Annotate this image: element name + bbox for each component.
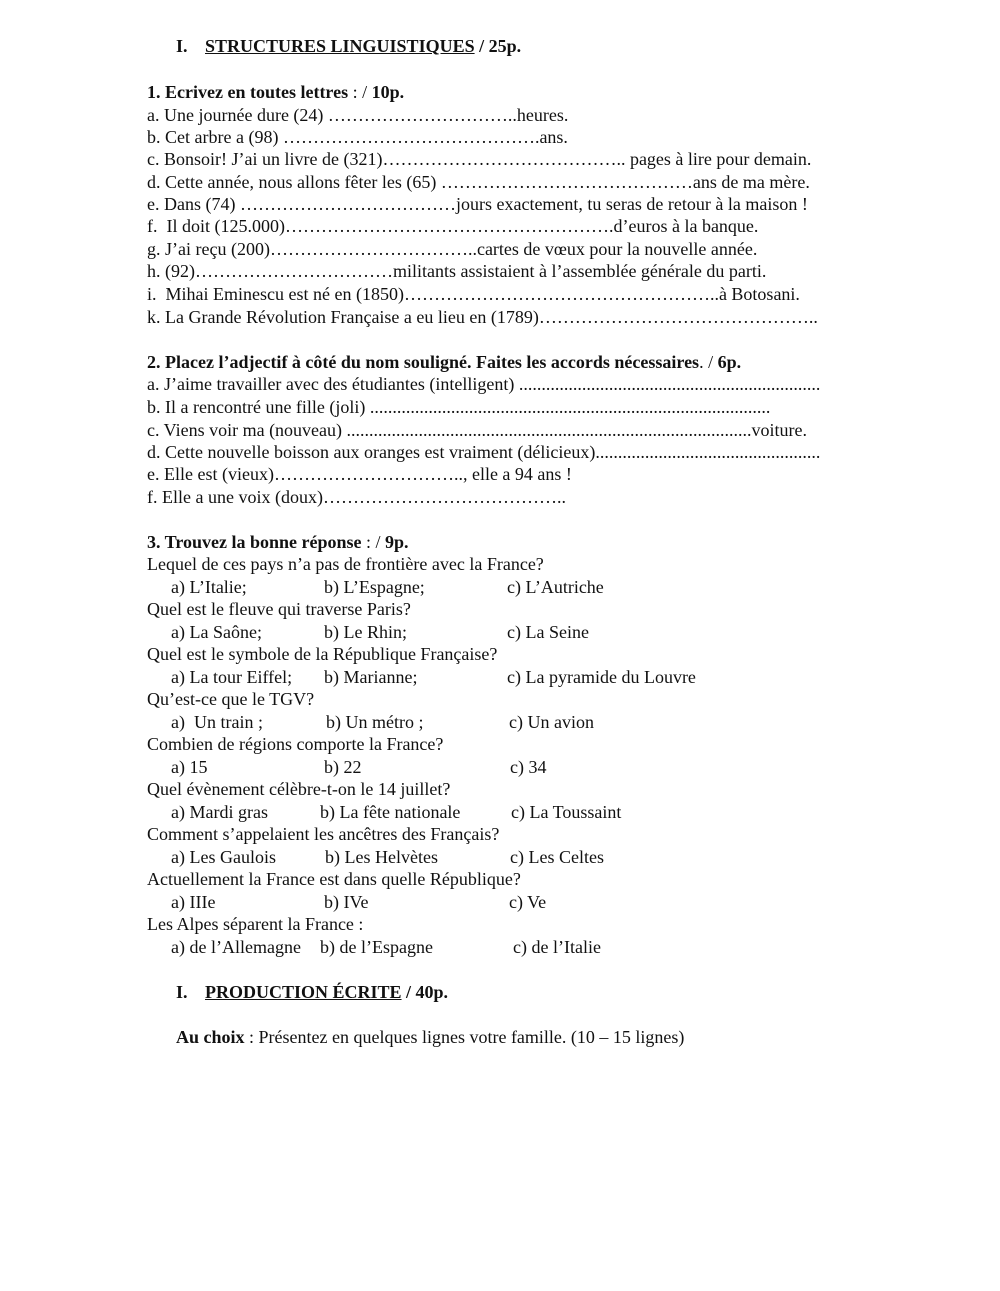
- exercise-2-item: d. Cette nouvelle boisson aux oranges est vraiment (délicieux)..................................................: [147, 442, 821, 462]
- exercise-points-sep: : /: [348, 82, 372, 102]
- exercise-3-heading: [147, 531, 409, 553]
- exercise-2-heading: [147, 351, 741, 373]
- answer-option-a: a) La Saône;: [171, 622, 262, 642]
- answer-option-c: c) La pyramide du Louvre: [507, 667, 696, 687]
- exercise-1-item: g. J’ai reçu (200)……………………………..cartes de vœux pour la nouvelle année.: [147, 239, 758, 259]
- answer-option-a: a) Mardi gras: [171, 802, 268, 822]
- exercise-title: 3. Trouvez la bonne réponse: [147, 532, 362, 552]
- writing-prompt: [176, 1026, 684, 1048]
- answer-option-a: a) L’Italie;: [171, 577, 247, 597]
- answer-option-a: a) IIIe: [171, 892, 216, 912]
- section-production-heading: [176, 981, 448, 1003]
- question-text: Comment s’appelaient les ancêtres des Français?: [147, 824, 500, 844]
- exercise-2-item: f. Elle a une voix (doux)…………………………………..: [147, 487, 566, 507]
- answer-option-b: b) 22: [324, 757, 362, 777]
- writing-prompt-label: Au choix: [176, 1027, 245, 1047]
- section-number: I.: [176, 36, 188, 56]
- question-text: Lequel de ces pays n’a pas de frontière avec la France?: [147, 554, 544, 574]
- exercise-points: 9p.: [385, 532, 409, 552]
- exercise-1-item: c. Bonsoir! J’ai un livre de (321)………………………………….. pages à lire pour demain.: [147, 149, 812, 169]
- question-text: Qu’est-ce que le TGV?: [147, 689, 315, 709]
- writing-prompt-text: : Présentez en quelques lignes votre famille. (10 – 15 lignes): [244, 1027, 685, 1047]
- question-text: Quel est le symbole de la République Française?: [147, 644, 498, 664]
- answer-option-b: b) Marianne;: [324, 667, 418, 687]
- answer-option-c: c) Les Celtes: [510, 847, 604, 867]
- exercise-1-item: f. Il doit (125.000)……………………………………………….d’euros à la banque.: [147, 216, 759, 236]
- section-structures-heading: [176, 35, 521, 57]
- answer-option-b: b) de l’Espagne: [320, 937, 433, 957]
- answer-option-b: b) Le Rhin;: [324, 622, 407, 642]
- exercise-points-sep: . /: [699, 352, 718, 372]
- question-text: Combien de régions comporte la France?: [147, 734, 444, 754]
- answer-option-c: c) 34: [510, 757, 547, 777]
- answer-option-a: a) Un train ;: [171, 712, 263, 732]
- exercise-2-item: c. Viens voir ma (nouveau) ..........................................................................................voiture.: [147, 420, 808, 440]
- section-title: PRODUCTION ÉCRITE: [205, 982, 402, 1002]
- answer-option-c: c) La Toussaint: [511, 802, 622, 822]
- question-text: Les Alpes séparent la France :: [147, 914, 364, 934]
- section-number: I.: [176, 982, 188, 1002]
- section-title: STRUCTURES LINGUISTIQUES: [205, 36, 475, 56]
- exercise-2-item: b. Il a rencontré une fille (joli) .........................................................................................: [147, 397, 771, 417]
- exercise-1-item: d. Cette année, nous allons fêter les (65) ……………………………………ans de ma mère.: [147, 172, 810, 192]
- exercise-points: 10p.: [371, 82, 405, 102]
- answer-option-a: a) de l’Allemagne: [171, 937, 301, 957]
- exercise-title: 2. Placez l’adjectif à côté du nom souligné. Faites les accords nécessaires: [147, 352, 700, 372]
- exercise-2-item: e. Elle est (vieux)………………………….., elle a 94 ans !: [147, 464, 572, 484]
- answer-option-c: c) Ve: [509, 892, 547, 912]
- answer-option-c: c) de l’Italie: [513, 937, 601, 957]
- section-points: / 25p.: [474, 36, 522, 56]
- answer-option-c: c) La Seine: [507, 622, 589, 642]
- exercise-1-item: i. Mihai Eminescu est né en (1850)……………………………………………..à Botosani.: [147, 284, 800, 304]
- question-text: Actuellement la France est dans quelle République?: [147, 869, 521, 889]
- exercise-points-sep: : /: [361, 532, 386, 552]
- answer-option-a: a) 15: [171, 757, 208, 777]
- answer-option-b: b) Les Helvètes: [325, 847, 438, 867]
- exercise-1-heading: [147, 81, 404, 103]
- section-points: / 40p.: [401, 982, 449, 1002]
- answer-option-b: b) La fête nationale: [320, 802, 461, 822]
- exercise-1-item: h. (92)……………………………militants assistaient à l’assemblée générale du parti.: [147, 261, 767, 281]
- exercise-1-item: b. Cet arbre a (98) …………………………………….ans.: [147, 127, 568, 147]
- answer-option-c: c) Un avion: [509, 712, 594, 732]
- question-text: Quel évènement célèbre-t-on le 14 juillet?: [147, 779, 451, 799]
- answer-option-b: b) L’Espagne;: [324, 577, 425, 597]
- answer-option-c: c) L’Autriche: [507, 577, 604, 597]
- exercise-points: 6p.: [717, 352, 742, 372]
- answer-option-a: a) La tour Eiffel;: [171, 667, 293, 687]
- exercise-1-item: a. Une journée dure (24) …………………………..heures.: [147, 105, 569, 125]
- exercise-title: 1. Ecrivez en toutes lettres: [147, 82, 349, 102]
- answer-option-b: b) Un métro ;: [326, 712, 424, 732]
- exercise-1-item: e. Dans (74) ………………………………jours exactement, tu seras de retour à la maison !: [147, 194, 808, 214]
- exercise-2-item: a. J’aime travailler avec des étudiantes (intelligent) ...................................................................: [147, 374, 821, 394]
- exercise-1-item: k. La Grande Révolution Française a eu lieu en (1789)………………………………………..: [147, 307, 818, 327]
- answer-option-b: b) IVe: [324, 892, 369, 912]
- question-text: Quel est le fleuve qui traverse Paris?: [147, 599, 411, 619]
- answer-option-a: a) Les Gaulois: [171, 847, 276, 867]
